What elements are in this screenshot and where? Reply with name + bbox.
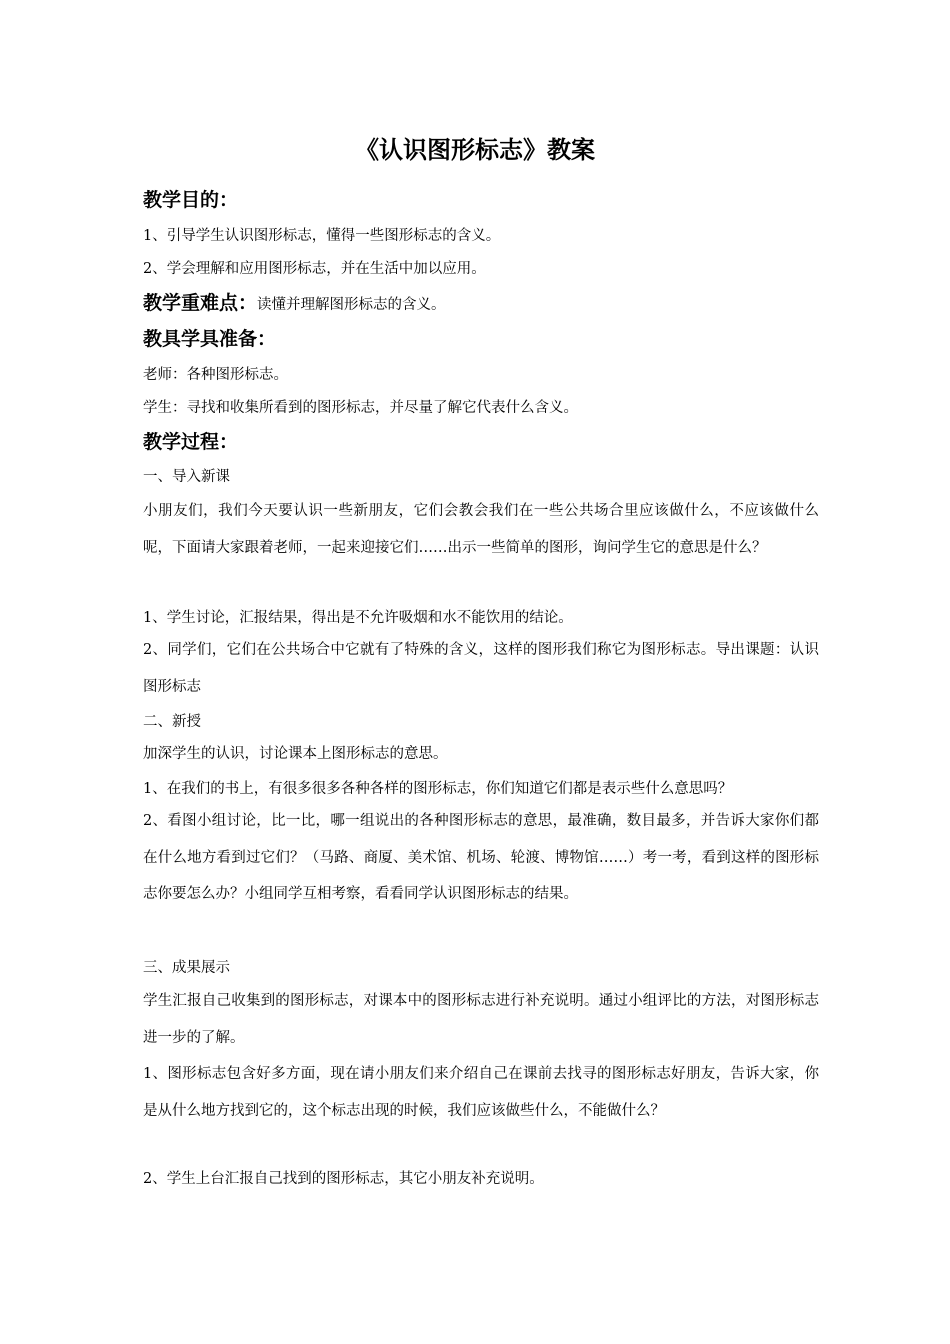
section3-item-2: 2、学生上台汇报自己找到的图形标志，其它小朋友补充说明。	[143, 1171, 544, 1187]
difficulty-heading-row	[143, 289, 446, 319]
difficulty-heading: 教学重难点：	[143, 292, 258, 314]
section1-item-1: 1、学生讨论，汇报结果，得出是不允许吸烟和水不能饮用的结论。	[143, 610, 573, 626]
section3-title: 三、成果展示	[143, 960, 230, 976]
section1-paragraph: 小朋友们，我们今天要认识一些新朋友，它们会教会我们在一些公共场合里应该做什么，不应该做什么呢，下面请大家跟着老师，一起来迎接它们……出示一些简单的图形，询问学生它的意思是什么？	[143, 503, 819, 556]
document-title: 《认识图形标志》教案	[355, 136, 595, 164]
materials-heading: 教具学具准备：	[143, 328, 277, 350]
objectives-heading: 教学目的：	[143, 189, 239, 211]
objective-item-2: 2、学会理解和应用图形标志，并在生活中加以应用。	[143, 261, 486, 277]
section2-item-2: 2、看图小组讨论，比一比，哪一组说出的各种图形标志的意思，最准确，数目最多，并告诉大家你们都在什么地方看到过它们？（马路、商厦、美术馆、机场、轮渡、博物馆……）考一考，看到这样的图形标志你要怎么办？小组同学互相考察，看看同学认识图形标志的结果。	[143, 813, 819, 902]
section1-item-2: 2、同学们，它们在公共场合中它就有了特殊的含义，这样的图形我们称它为图形标志。导出课题：认识图形标志	[143, 642, 819, 695]
section2-item-1: 1、在我们的书上，有很多很多各种各样的图形标志，你们知道它们都是表示些什么意思吗？	[143, 781, 733, 797]
process-heading: 教学过程：	[143, 431, 239, 453]
section2-title: 二、新授	[143, 714, 201, 730]
materials-student: 学生：寻找和收集所看到的图形标志，并尽量了解它代表什么含义。	[143, 400, 578, 416]
objective-item-1: 1、引导学生认识图形标志，懂得一些图形标志的含义。	[143, 228, 501, 244]
materials-teacher: 老师：各种图形标志。	[143, 367, 288, 383]
section2-intro: 加深学生的认识，讨论课本上图形标志的意思。	[143, 746, 448, 762]
difficulty-text: 读懂并理解图形标志的含义。	[257, 297, 446, 313]
section3-paragraph: 学生汇报自己收集到的图形标志，对课本中的图形标志进行补充说明。通过小组评比的方法，对图形标志进一步的了解。	[143, 993, 819, 1046]
section3-item-1: 1、图形标志包含好多方面，现在请小朋友们来介绍自己在课前去找寻的图形标志好朋友，告诉大家，你是从什么地方找到它的，这个标志出现的时候，我们应该做些什么，不能做什么？	[143, 1066, 819, 1119]
section1-title: 一、导入新课	[143, 469, 230, 485]
